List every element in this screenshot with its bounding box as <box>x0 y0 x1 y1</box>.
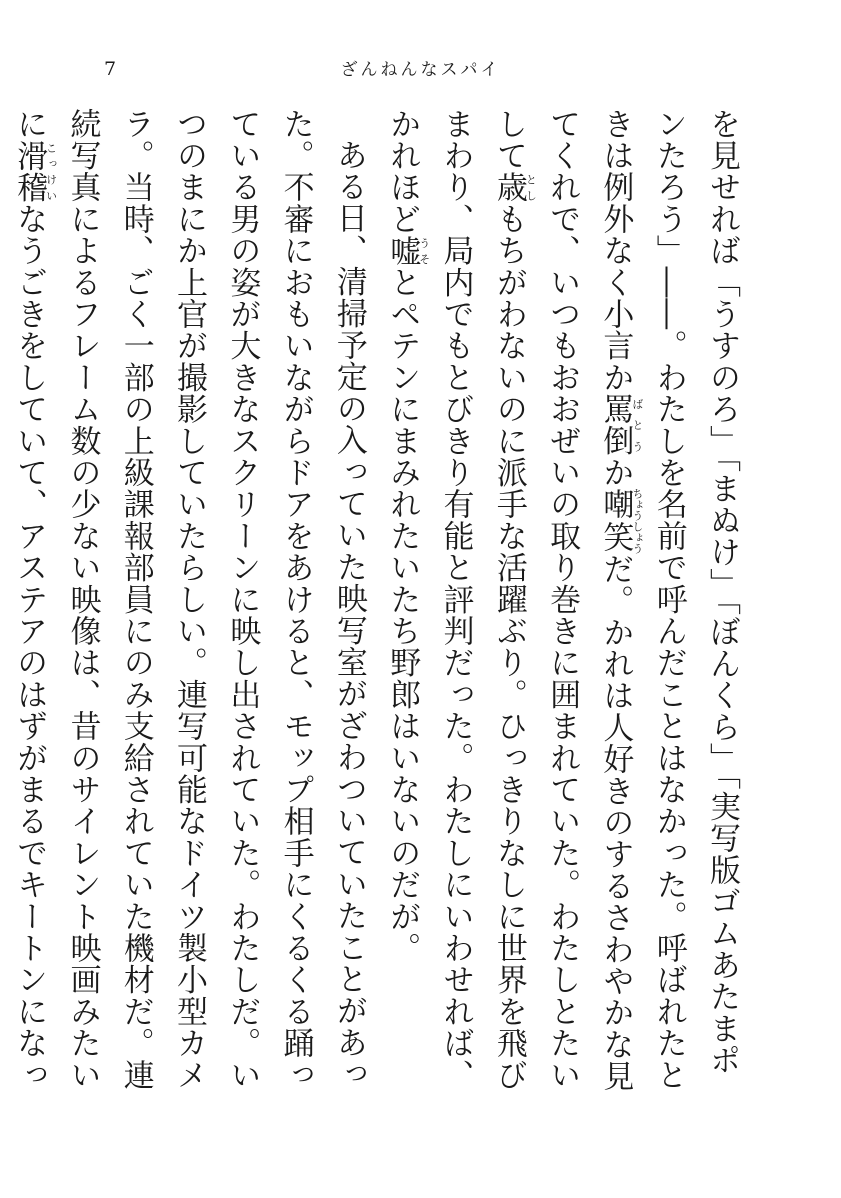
ruby-word <box>490 171 538 204</box>
ruby-reading: こっけい <box>44 139 58 204</box>
ruby-base: 嘘 <box>384 234 421 267</box>
text-run: もちがわないのに派手な活躍ぶり。ひっきりなしに世界を飛びまわり、局内でもとびきり有能と評判だった。わたしにいわせれば、かれほど <box>384 108 527 1091</box>
paragraph-1 <box>375 108 748 1098</box>
ruby-base: 嘲笑 <box>597 487 634 554</box>
ruby-reading: ちょうしょう <box>630 487 644 554</box>
ruby-base: 歳 <box>490 171 527 204</box>
ruby-reading: とし <box>524 171 538 204</box>
ruby-word <box>597 393 644 457</box>
text-run: を見せれば「うすのろ」「まぬけ」「ぼんくら」「実写版ゴムあたまポンたろう」――。 <box>650 108 740 1076</box>
ruby-base: 滑稽 <box>11 139 48 204</box>
paragraph-2 <box>0 108 375 1098</box>
ruby-word <box>597 487 644 554</box>
text-run: ある日、清掃予定の入っていた映写室がざわついていたことがあった。不審におもいながらドアをあけると、モップ相手にくるくる踊っている男の姿が大きなスクリーンに映し出されていた。わたしだ。いつのまにか上官が撮影していたらしい。連写可能なドイツ製小型カメラ。当時、ごく一部の上級課報部員にのみ支給されていた機材だ。連続写真によるフレーム数の少ない映像は、昔のサイレント映画みたいに <box>11 108 367 1091</box>
text-run: わたしを名前で呼んだことはなかった。呼ばれたときは例外なく小言か <box>597 108 687 1091</box>
ruby-reading: ばとう <box>630 393 644 457</box>
ruby-word <box>384 234 431 267</box>
running-title: ざんねんなスパイ <box>340 60 501 80</box>
text-run: だ。かれは人好きのするさわやかな見てくれで、いつもおおぜいの取り巻きに囲まれていた。わたしとたいして <box>490 108 634 1093</box>
text-run: なうごきをしていて、アステアのはずがまるでキートンになっ <box>11 203 48 1091</box>
ruby-reading: うそ <box>417 234 431 267</box>
ruby-word <box>11 139 58 204</box>
body-text <box>0 108 748 1098</box>
ruby-base: 罵倒 <box>597 393 634 457</box>
page-number: 7 <box>104 58 117 80</box>
text-run: とペテンにまみれたいたち野郎はいないのだが。 <box>384 266 421 964</box>
text-run: か <box>597 456 634 489</box>
